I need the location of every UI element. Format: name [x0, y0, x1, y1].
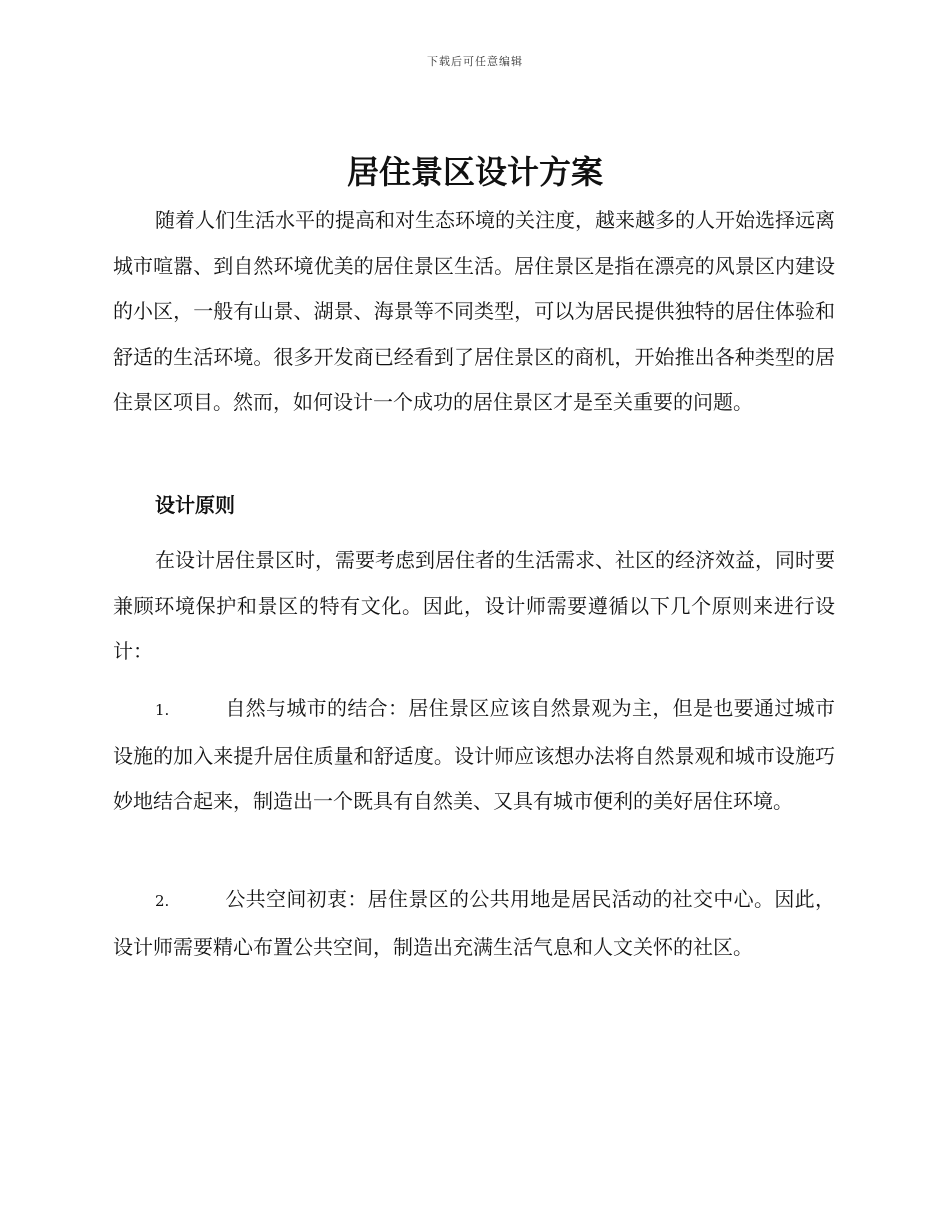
section-heading: 设计原则 — [155, 493, 235, 517]
list-item — [113, 686, 835, 825]
page-header: 下载后可任意编辑 — [427, 55, 523, 68]
principles-intro-paragraph: 在设计居住景区时，需要考虑到居住者的生活需求、社区的经济效益，同时要兼顾环境保护和景区的特有文化。因此，设计师需要遵循以下几个原则来进行设计： — [113, 548, 835, 663]
list-item-number: 1. — [155, 701, 170, 719]
intro-paragraph: 随着人们生活水平的提高和对生态环境的关注度，越来越多的人开始选择远离城市喧嚣、到自然环境优美的居住景区生活。居住景区是指在漂亮的风景区内建设的小区，一般有山景、湖景、海景等不同类型，可以为居民提供独特的居住体验和舒适的生活环境。很多开发商已经看到了居住景区的商机，开始推出各种类型的居住景区项目。然而，如何设计一个成功的居住景区才是至关重要的问题。 — [113, 208, 835, 414]
list-item-text: 自然与城市的结合：居住景区应该自然景观为主，但是也要通过城市设施的加入来提升居住质量和舒适度。设计师应该想办法将自然景观和城市设施巧妙地结合起来，制造出一个既具有自然美、又具有城市便利的美好居住环境。 — [113, 696, 835, 813]
list-item — [113, 877, 835, 970]
list-item-text: 公共空间初衷：居住景区的公共用地是居民活动的社交中心。因此，设计师需要精心布置公共空间，制造出充满生活气息和人文关怀的社区。 — [113, 887, 835, 959]
list-item-number: 2. — [155, 892, 170, 910]
document-title: 居住景区设计方案 — [346, 153, 603, 191]
